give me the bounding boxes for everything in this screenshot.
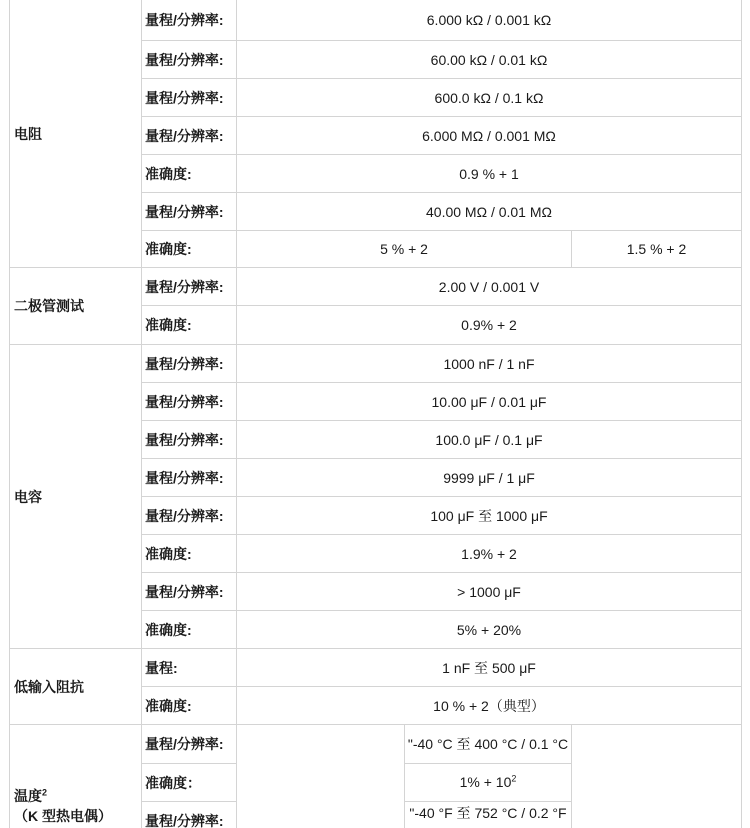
category-capacitance: 电容 (9, 345, 142, 649)
category-diode: 二极管测试 (9, 268, 142, 345)
row-label: 量程/分辨率: (142, 345, 237, 383)
row-label: 量程/分辨率: (142, 79, 237, 117)
row-label: 准确度: (142, 306, 237, 345)
blank-cell (572, 725, 742, 828)
row-label: 准确度: (142, 535, 237, 573)
row-label: 量程/分辨率: (142, 573, 237, 611)
row-value: 1.5 % + 2 (572, 231, 742, 268)
row-label: 准确度： (142, 764, 237, 802)
row-label: 量程/分辨率: (142, 41, 237, 79)
row-value: 10.00 μF / 0.01 μF (237, 383, 742, 421)
row-label: 准确度: (142, 687, 237, 725)
row-label: 量程/分辨率: (142, 725, 237, 764)
row-label: 准确度: (142, 611, 237, 649)
row-label: 量程/分辨率: (142, 193, 237, 231)
row-value: > 1000 μF (237, 573, 742, 611)
row-value: 10 % + 2（典型） (237, 687, 742, 725)
row-value: 0.9% + 2 (237, 306, 742, 345)
row-label: 量程/分辨率: (142, 117, 237, 155)
row-label: 准确度: (142, 231, 237, 268)
row-label: 量程/分辨率: (142, 0, 237, 41)
row-value: 1000 nF / 1 nF (237, 345, 742, 383)
row-value: 1.9% + 2 (237, 535, 742, 573)
row-value: 60.00 kΩ / 0.01 kΩ (237, 41, 742, 79)
row-label: 准确度: (142, 155, 237, 193)
row-value: "-40 °F 至 752 °C / 0.2 °F (405, 802, 572, 828)
row-label: 量程/分辨率: (142, 383, 237, 421)
row-label: 量程/分辨率: (142, 459, 237, 497)
row-value: 100 μF 至 1000 μF (237, 497, 742, 535)
category-resistance: 电阻 (9, 0, 142, 268)
row-value: 100.0 μF / 0.1 μF (237, 421, 742, 459)
row-label: 量程/分辨率: (142, 421, 237, 459)
row-value: 1 nF 至 500 μF (237, 649, 742, 687)
category-low-input-impedance: 低输入阻抗 (9, 649, 142, 725)
row-value: 5 % + 2 (237, 231, 572, 268)
row-value: "-40 °C 至 400 °C / 0.1 °C (405, 725, 572, 764)
row-value: 600.0 kΩ / 0.1 kΩ (237, 79, 742, 117)
row-label: 量程/分辨率: (142, 802, 237, 828)
accuracy-value: $1\% + 10^2$ (459, 773, 517, 790)
row-label: 量程/分辨率: (142, 268, 237, 306)
row-label: 量程/分辨率: (142, 497, 237, 535)
row-value: 2.00 V / 0.001 V (237, 268, 742, 306)
row-value: 5% + 20% (237, 611, 742, 649)
category-temperature-label: 温度$^2$（K 型热电偶） (14, 787, 112, 824)
row-value: 6.000 MΩ / 0.001 MΩ (237, 117, 742, 155)
row-value: 40.00 MΩ / 0.01 MΩ (237, 193, 742, 231)
blank-cell (237, 725, 405, 828)
row-label: 量程: (142, 649, 237, 687)
row-value (405, 764, 572, 802)
row-value: 9999 μF / 1 μF (237, 459, 742, 497)
row-value: 0.9 % + 1 (237, 155, 742, 193)
row-value: 6.000 kΩ / 0.001 kΩ (237, 0, 742, 41)
category-temperature (9, 725, 142, 828)
